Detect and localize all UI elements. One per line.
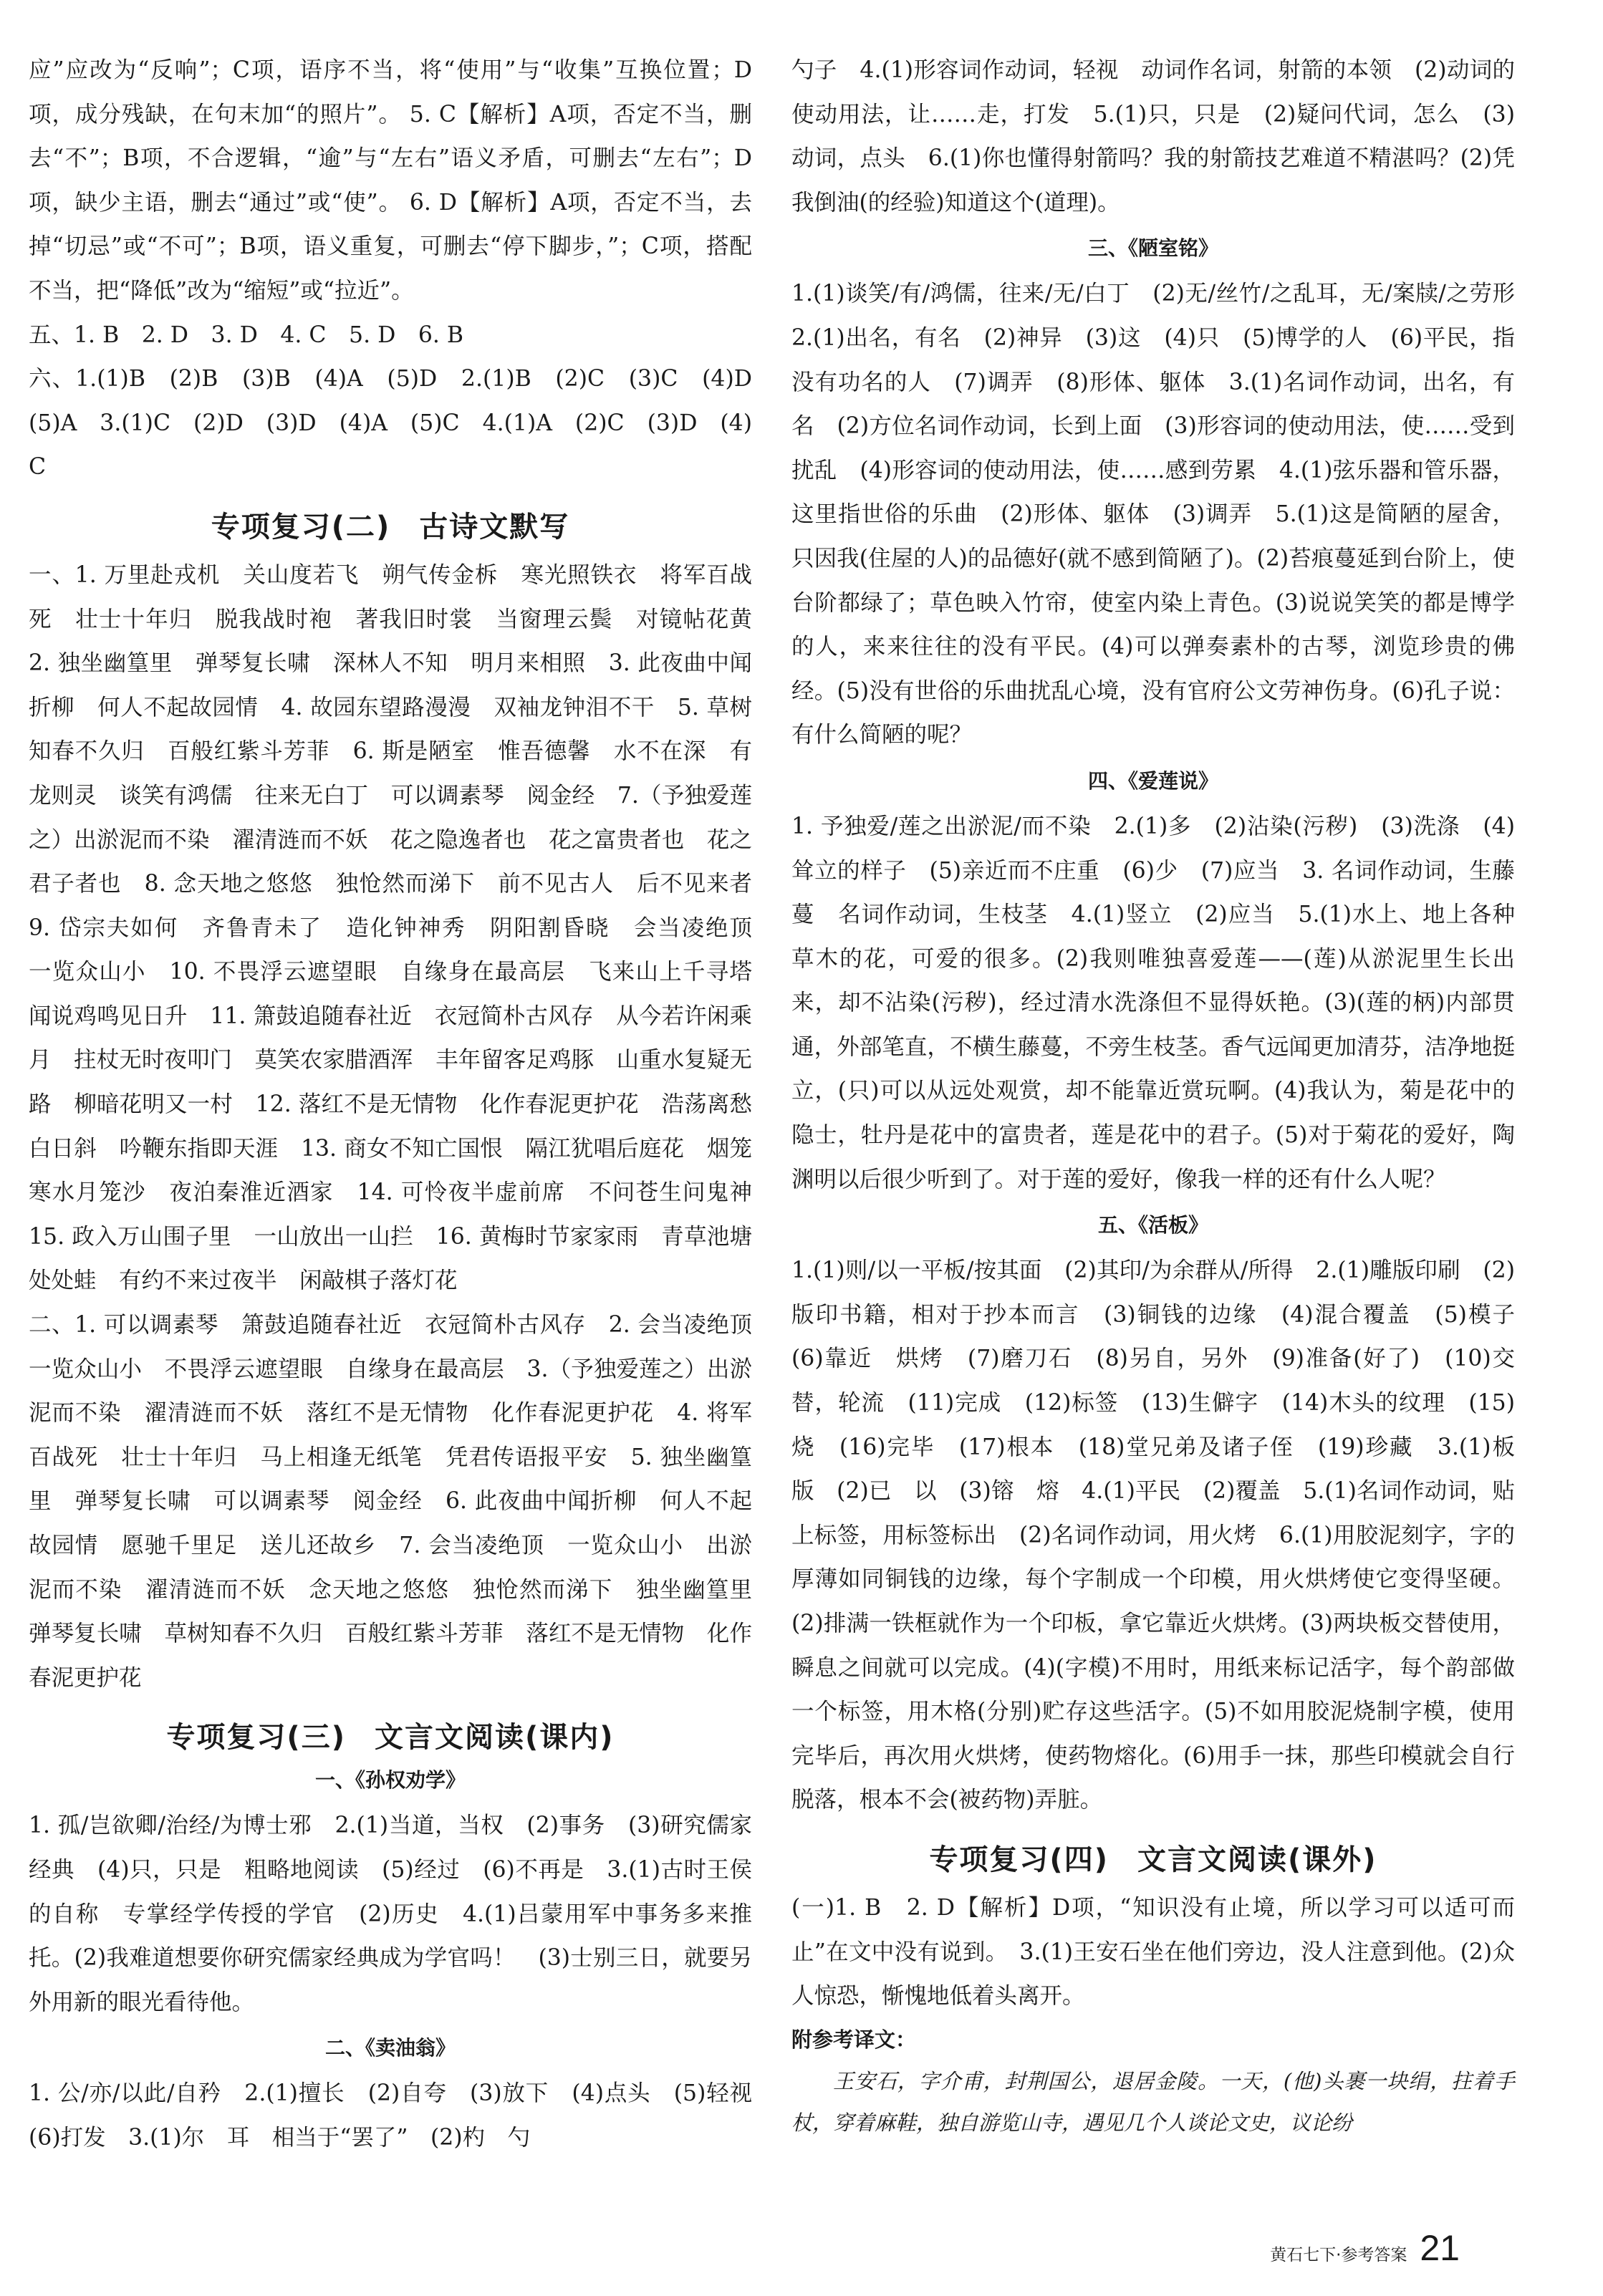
subsection-title-lotus: 四、《爱莲说》 — [1087, 768, 1218, 793]
section-title-number: 专项复习(四) — [929, 1843, 1109, 1876]
section-title-topic: 古诗文默写 — [419, 510, 570, 544]
answer-block-grammar: 应”应改为“反响”；C项，语序不当，将“使用”与“收集”互换位置；D项，成分残缺，在句末加“的照片”。 5. C【解析】A项，否定不当，删去“不”；B项，不合逻辑，“逾”与“左右”语义矛盾，可删去“左右”；D项，缺少主语，删去“通过”或“使”。 6. D【解析】A项，否定不当，去掉“切忌”或“不可”；B项，语义重复，可删去“停下脚步，”；C项，搭配不当，把“降低”改为“缩短”或“拉近”。 — [29, 57, 752, 304]
answer-block-humble-room: 1.(1)谈笑/有/鸿儒，往来/无/白丁 (2)无/丝竹/之乱耳，无/案牍/之劳形 2.(1)出名，有名 (2)神异 (3)这 (4)只 (5)博学的人 (6)平民，指没有功名的人 (7)调弄 (8)形体、躯体 3.(1)名词作动词，出名，有名 (2)方位名词作动词，长到上面 (3)形容词的使动用法，使……受到扰乱 (4)形容词的使动用法，使……感到劳累 4.(1)弦乐器和管乐器，这里指世俗的乐曲 (2)形体、躯体 (3)调弄 5.(1)这是简陋的屋舍，只因我(住屋的人)的品德好(就不感到简陋了)。(2)苔痕蔓延到台阶上，使台阶都绿了；草色映入竹帘，使室内染上青色。(3)说说笑笑的都是博学的人，来来往往的没有平民。(4)可以弹奏素朴的古琴，浏览珍贵的佛经。(5)没有世俗的乐曲扰乱心境，没有官府公文劳神伤身。(6)孔子说：有什么简陋的呢？ — [791, 281, 1538, 748]
section-title-review-3 — [29, 1714, 752, 1755]
subsection-title-sun-quan: 一、《孙权劝学》 — [314, 1768, 466, 1793]
footer-label: 黄石七下·参考答案 — [1270, 2246, 1407, 2264]
page-number: 21 — [1420, 2228, 1460, 2268]
subsection-title-movable-type: 五、《活板》 — [1097, 1213, 1208, 1238]
section-title-number: 专项复习(二) — [211, 510, 391, 544]
poem-dictation-part-1: 一、1. 万里赴戎机 关山度若飞 朔气传金柝 寒光照铁衣 将军百战死 壮士十年归 脱我战时袍 著我旧时裳 当窗理云鬓 对镜帖花黄 2. 独坐幽篁里 弹琴复长啸 深林人不知 明月来相照 3. 此夜曲中闻折柳 何人不起故园情 4. 故园东望路漫漫 双袖龙钟泪不干 5. 草树知春不久归 百般红紫斗芳菲 6. 斯是陋室 惟吾德馨 水不在深 有龙则灵 谈笑有鸿儒 往来无白丁 可以调素琴 阅金经 7.（予独爱莲之）出淤泥而不染 濯清涟而不妖 花之隐逸者也 花之富贵者也 花之君子者也 8. 念天地之悠悠 独怆然而涕下 前不见古人 后不见来者 9. 岱宗夫如何 齐鲁青未了 造化钟神秀 阴阳割昏晓 会当凌绝顶 一览众山小 10. 不畏浮云遮望眼 自缘身在最高层 飞来山上千寻塔 闻说鸡鸣见日升 11. 箫鼓追随春社近 衣冠简朴古风存 从今若许闲乘月 拄杖无时夜叩门 莫笑农家腊酒浑 丰年留客足鸡豚 山重水复疑无路 柳暗花明又一村 12. 落红不是无情物 化作春泥更护花 浩荡离愁白日斜 吟鞭东指即天涯 13. 商女不知亡国恨 隔江犹唱后庭花 烟笼寒水月笼沙 夜泊秦淮近酒家 14. 可怜夜半虚前席 不问苍生问鬼神 15. 政入万山围子里 一山放出一山拦 16. 黄梅时节家家雨 青草池塘处处蛙 有约不来过夜半 闲敲棋子落灯花 — [29, 561, 775, 1294]
section-title-review-4 — [791, 1837, 1515, 1878]
section-title-review-2 — [29, 504, 752, 545]
left-column — [29, 49, 775, 2161]
subsection-title-oil-seller: 二、《卖油翁》 — [324, 2036, 456, 2060]
section-title-topic: 文言文阅读(课外) — [1137, 1843, 1377, 1876]
answer-block-section-6: 六、1.(1)B (2)B (3)B (4)A (5)D 2.(1)B (2)C (3)C (4)D (5)A 3.(1)C (2)D (3)D (4)A (5)C 4.(1)A (2)C (3)D (4)C — [29, 366, 775, 481]
poem-dictation-part-2: 二、1. 可以调素琴 箫鼓追随春社近 衣冠简朴古风存 2. 会当凌绝顶 一览众山小 不畏浮云遮望眼 自缘身在最高层 3.（予独爱莲之）出淤泥而不染 濯清涟而不妖 落红不是无情物 化作春泥更护花 4. 将军百战死 壮士十年归 马上相逢无纸笔 凭君传语报平安 5. 独坐幽篁里 弹琴复长啸 可以调素琴 阅金经 6. 此夜曲中闻折柳 何人不起故园情 愿驰千里足 送儿还故乡 7. 会当凌绝顶 一览众山小 出淤泥而不染 濯清涟而不妖 念天地之悠悠 独怆然而涕下 独坐幽篁里 弹琴复长啸 草树知春不久归 百般红紫斗芳菲 落红不是无情物 化作春泥更护花 — [29, 1312, 775, 1691]
answer-block-movable-type: 1.(1)则/以一平板/按其面 (2)其印/为余群从/所得 2.(1)雕版印刷 (2)版印书籍，相对于抄本而言 (3)铜钱的边缘 (4)混合覆盖 (5)模子 (6)靠近 烘烤 (7)磨刀石 (8)另自，另外 (9)准备(好了) (10)交替，轮流 (11)完成 (12)标签 (13)生僻字 (14)木头的纹理 (15)烧 (16)完毕 (17)根本 (18)堂兄弟及诸子侄 (19)珍藏 3.(1)板 版 (2)已 以 (3)镕 熔 4.(1)平民 (2)覆盖 5.(1)名词作动词，贴上标签，用标签标出 (2)名词作动词，用火烤 6.(1)用胶泥刻字，字的厚薄如同铜钱的边缘，每个字制成一个印模，用火烘烤使它变得坚硬。(2)排满一铁框就作为一个印板，拿它靠近火烘烤。(3)两块板交替使用，瞬息之间就可以完成。(4)(字模)不用时，用纸来标记活字，每个韵部做一个标签，用木格(分别)贮存这些活字。(5)不如用胶泥烧制字模，使用完毕后，再次用火烘烤，使药物熔化。(6)用手一抹，那些印模就会自行脱落，根本不会(被药物)弄脏。 — [791, 1258, 1538, 1813]
section-title-number: 专项复习(三) — [166, 1721, 346, 1755]
right-column — [791, 49, 1538, 2143]
answer-block-oil-seller: 1. 公/亦/以此/自矜 2.(1)擅长 (2)自夸 (3)放下 (4)点头 (5)轻视 (6)打发 3.(1)尔 耳 相当于“罢了” (2)杓 勺 — [29, 2080, 775, 2151]
section-title-topic: 文言文阅读(课内) — [375, 1721, 615, 1755]
answer-block-extracurricular: (一)1. B 2. D【解析】D项，“知识没有止境，所以学习可以适可而止”在文中没有说到。 3.(1)王安石坐在他们旁边，没人注意到他。(2)众人惊恐，惭愧地低着头离开。 — [791, 1894, 1515, 2010]
answer-block-oil-seller-cont: 勺子 4.(1)形容词作动词，轻视 动词作名词，射箭的本领 (2)动词的使动用法，让……走，打发 5.(1)只，只是 (2)疑问代词，怎么 (3)动词，点头 6.(1)你也懂得射箭吗？我的射箭技艺难道不精湛吗？(2)凭我倒油(的经验)知道这个(道理)。 — [791, 57, 1516, 216]
answer-block-sun-quan: 1. 孤/岂欲卿/治经/为博士邪 2.(1)当道，当权 (2)事务 (3)研究儒家经典 (4)只，只是 粗略地阅读 (5)经过 (6)不再是 3.(1)古时王侯的自称 专掌经学传授的学官 (2)历史 4.(1)吕蒙用军中事务多来推托。(2)我难道想要你研究儒家经典成为学官吗！ (3)士别三日，就要另外用新的眼光看待他。 — [29, 1813, 752, 2015]
reference-translation-label: 附参考译文： — [791, 2027, 917, 2052]
answer-block-section-5: 五、1. B 2. D 3. D 4. C 5. D 6. B — [29, 322, 464, 348]
page-footer — [1270, 2227, 1460, 2269]
reference-translation-text: 王安石，字介甫，封荆国公，退居金陵。一天，(他)头裹一块绢，拄着手杖，穿着麻鞋，独自游览山寺，遇见几个人谈论文史，议论纷 — [791, 2068, 1515, 2135]
subsection-title-humble-room: 三、《陋室铭》 — [1087, 236, 1218, 261]
answer-block-lotus: 1. 予独爱/莲之出淤泥/而不染 2.(1)多 (2)沾染(污秽) (3)洗涤 (4)耸立的样子 (5)亲近而不庄重 (6)少 (7)应当 3. 名词作动词，生藤蔓 名词作动词，生枝茎 4.(1)竖立 (2)应当 5.(1)水上、地上各种草木的花，可爱的很多。(2)我则唯独喜爱莲——(莲)从淤泥里生长出来，却不沾染(污秽)，经过清水洗涤但不显得妖艳。(3)(莲的柄)内部贯通，外部笔直，不横生藤蔓，不旁生枝茎。香气远闻更加清芬，洁净地挺立，(只)可以从远处观赏，却不能靠近赏玩啊。(4)我认为，菊是花中的隐士，牡丹是花中的富贵者，莲是花中的君子。(5)对于菊花的爱好，陶渊明以后很少听到了。对于莲的爱好，像我一样的还有什么人呢？ — [791, 813, 1515, 1192]
